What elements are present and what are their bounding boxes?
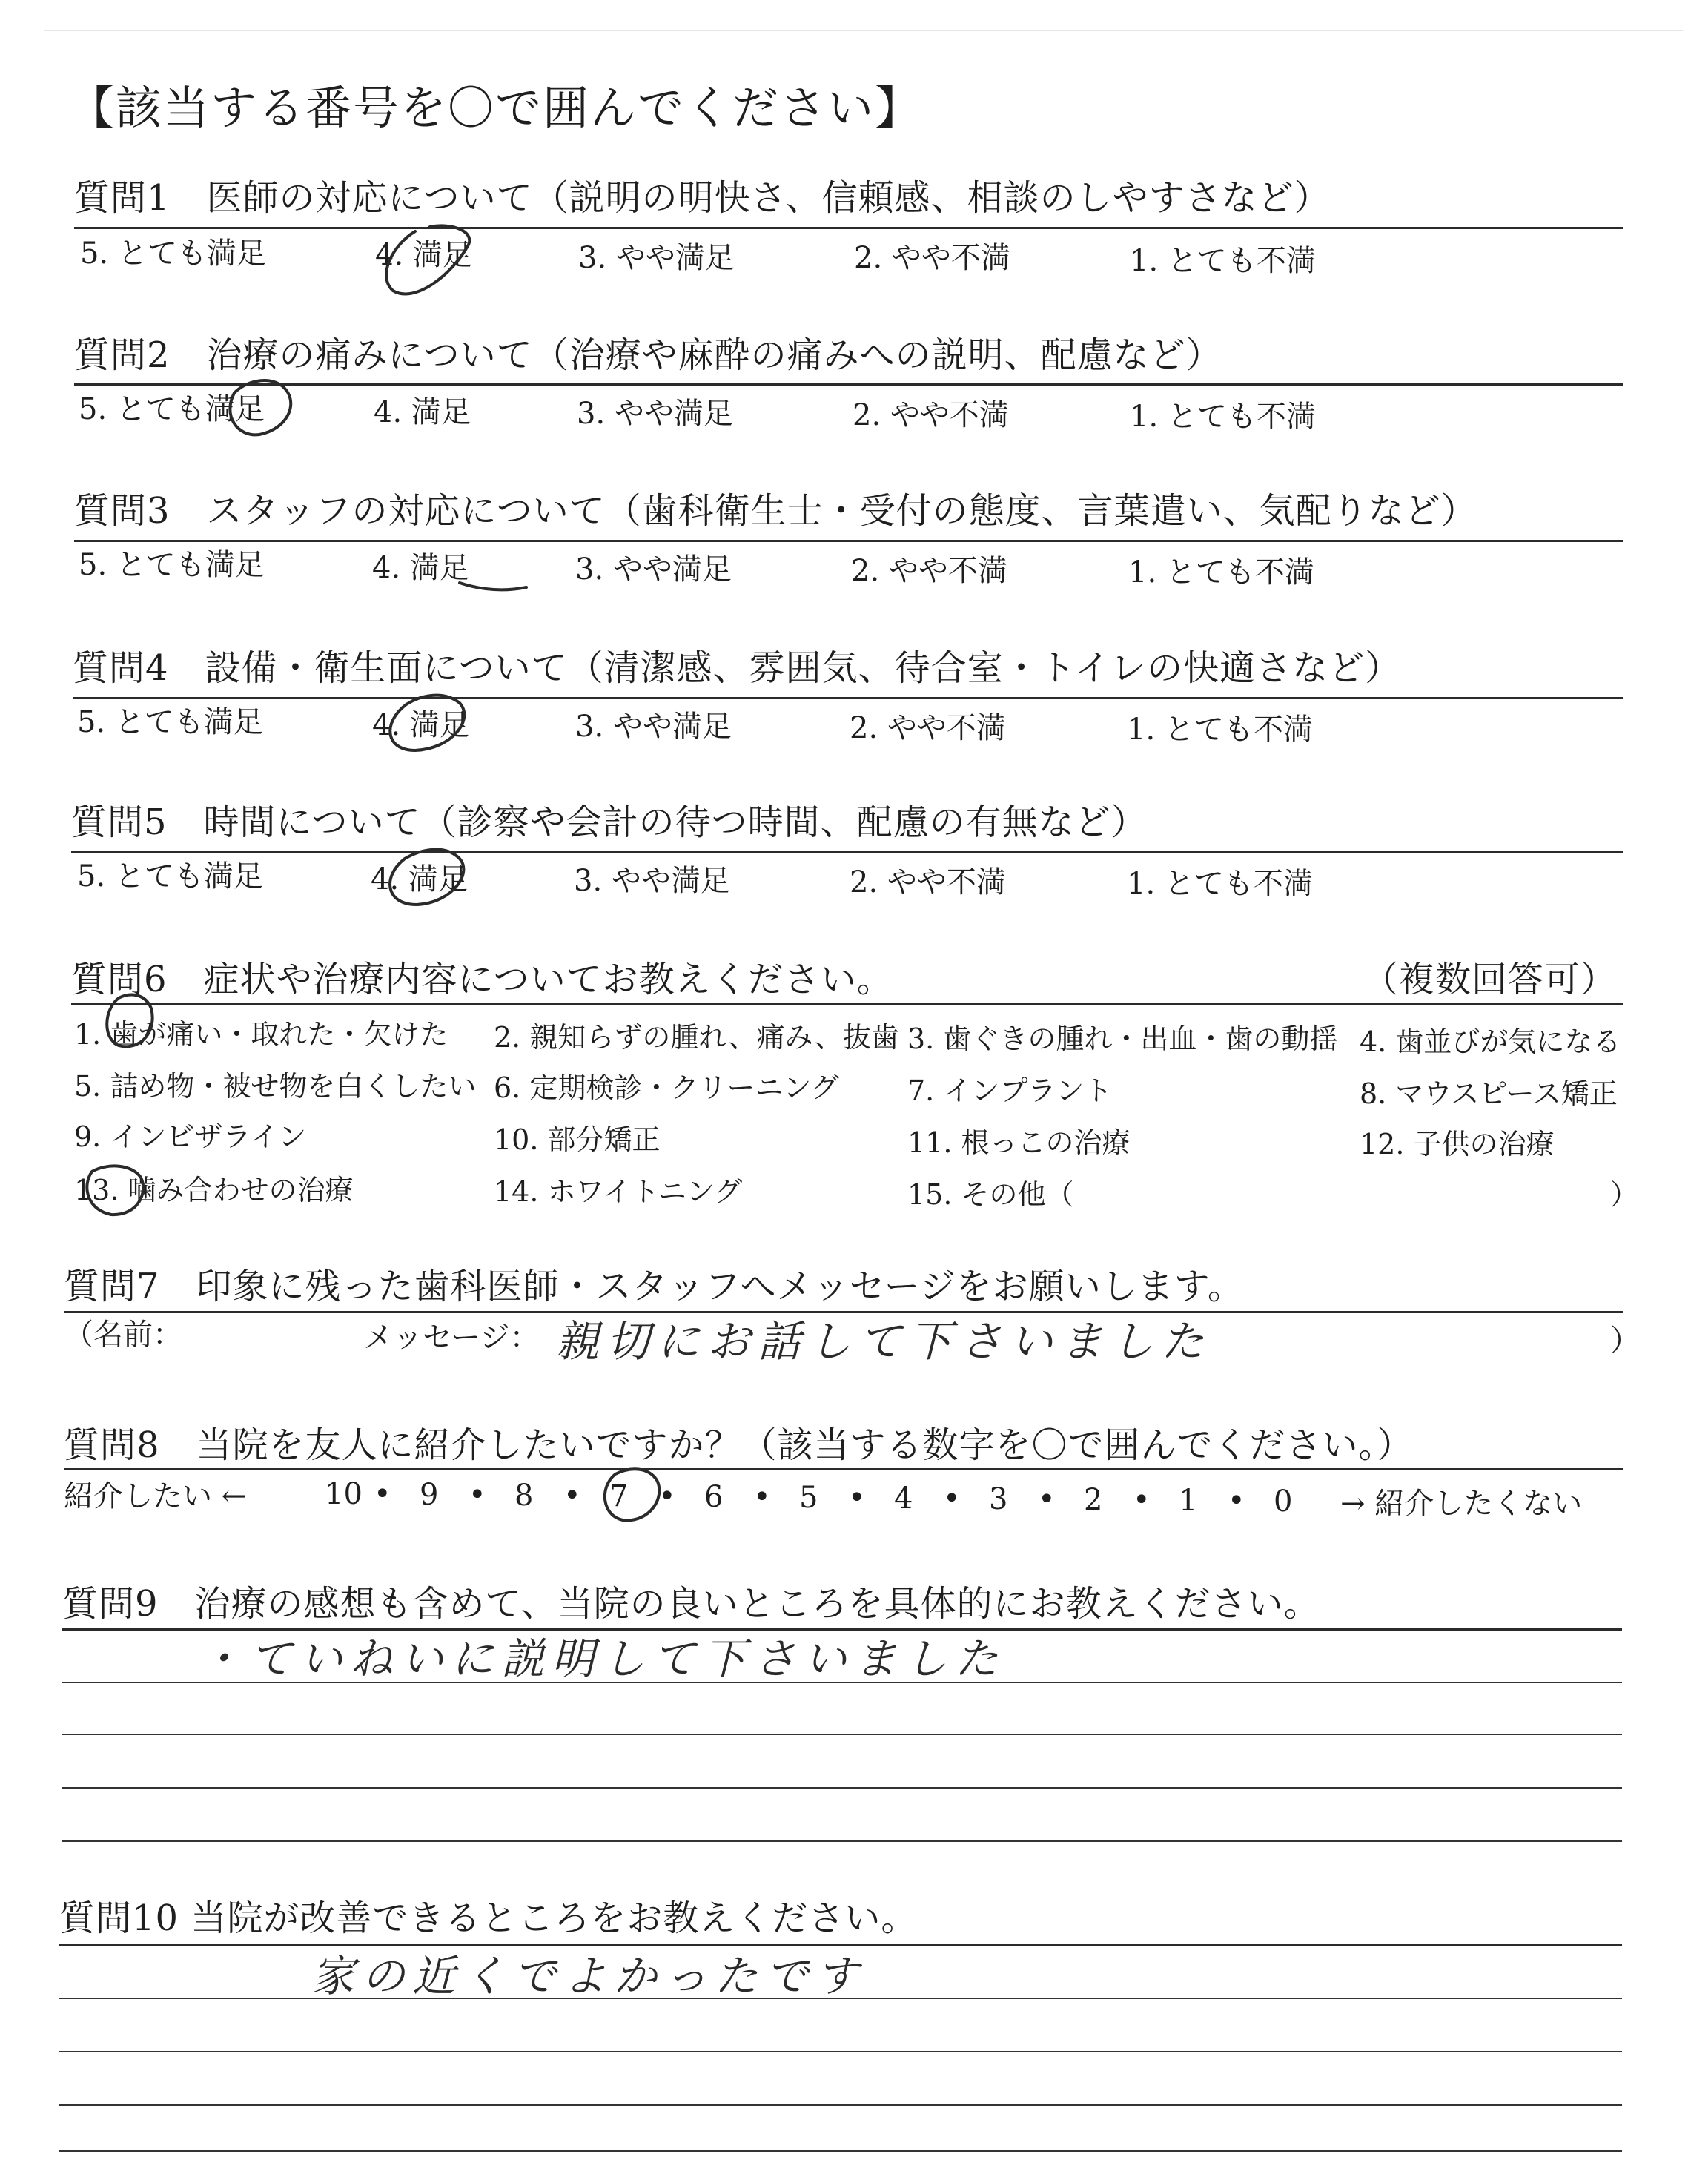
scan-edge (44, 30, 1683, 31)
q6-option-8[interactable]: 8. マウスピース矯正 (1360, 1077, 1618, 1110)
q8-scale-separator: • (469, 1478, 486, 1512)
q2-option-2[interactable]: 2. やや不満 (853, 398, 1009, 432)
q6-option-2[interactable]: 2. 親知らずの腫れ、痛み、抜歯 (494, 1021, 899, 1054)
q8-scale-separator: • (753, 1480, 771, 1514)
q4-option-5[interactable]: 5. とても満足 (77, 705, 263, 739)
q6-option-10[interactable]: 10. 部分矯正 (494, 1123, 661, 1156)
question-6-note: （複数回答可） (1363, 959, 1618, 1000)
q2-option-3[interactable]: 3. やや満足 (577, 397, 733, 431)
q9-line-3 (62, 1787, 1622, 1789)
q8-scale-3[interactable]: 3 (989, 1482, 1008, 1516)
q4-option-2[interactable]: 2. やや不満 (850, 711, 1006, 745)
question-4-rule (73, 697, 1623, 699)
q9-line-4 (62, 1840, 1622, 1842)
q8-scale-7[interactable]: 7 (609, 1479, 629, 1513)
q3-dash-mark (460, 583, 526, 589)
question-3-title: 質問3 スタッフの対応について（歯科衛生士・受付の態度、言葉遣い、気配りなど） (74, 490, 1477, 532)
q7-message-label: メッセージ： (363, 1321, 540, 1355)
q7-message-handwritten[interactable]: 親切にお話して下さいました (556, 1316, 1212, 1367)
q4-option-4[interactable]: 4. 満足 (372, 708, 469, 742)
q10-line-4 (59, 2150, 1622, 2152)
q8-scale-5[interactable]: 5 (799, 1481, 818, 1515)
q8-scale-4[interactable]: 4 (894, 1482, 913, 1516)
q6-option-15-close: ） (1610, 1178, 1639, 1211)
q8-scale-1[interactable]: 1 (1179, 1484, 1198, 1518)
q8-scale-separator: • (1038, 1482, 1056, 1516)
q8-scale-separator: • (1228, 1484, 1245, 1518)
question-8-rule (64, 1468, 1623, 1470)
q8-scale-separator: • (658, 1479, 676, 1513)
q5-option-2[interactable]: 2. やや不満 (850, 865, 1006, 899)
q8-scale-separator: • (943, 1482, 961, 1516)
q1-option-5[interactable]: 5. とても満足 (80, 237, 266, 271)
q6-option-12[interactable]: 12. 子供の治療 (1360, 1128, 1555, 1160)
q1-option-2[interactable]: 2. やや不満 (854, 241, 1010, 275)
q3-option-1[interactable]: 1. とても不満 (1128, 555, 1314, 589)
page-title: 【該当する番号を〇で囲んでください】 (68, 81, 923, 135)
question-9-title: 質問9 治療の感想も含めて、当院の良いところを具体的にお教えください。 (62, 1583, 1320, 1625)
q4-option-1[interactable]: 1. とても不満 (1127, 713, 1313, 747)
q8-scale-separator: • (1133, 1483, 1151, 1517)
q3-option-5[interactable]: 5. とても満足 (79, 548, 265, 582)
q7-name-label: （名前： (64, 1318, 182, 1352)
q8-scale-separator: • (848, 1481, 866, 1515)
question-1-rule (74, 227, 1623, 229)
question-1-title: 質問1 医師の対応について（説明の明快さ、信頼感、相談のしやすさなど） (74, 177, 1331, 219)
q10-answer-handwritten[interactable]: 家の近くでよかったです (311, 1951, 867, 2001)
q8-scale-separator: • (374, 1477, 391, 1511)
q6-option-6[interactable]: 6. 定期検診・クリーニング (494, 1071, 839, 1104)
question-3-rule (74, 540, 1623, 542)
q9-answer-handwritten[interactable]: ・ていねいに説明して下さいました (199, 1634, 1006, 1684)
q6-option-3[interactable]: 3. 歯ぐきの腫れ・出血・歯の動揺 (907, 1023, 1338, 1055)
q6-option-5[interactable]: 5. 詰め物・被せ物を白くしたい (74, 1070, 477, 1103)
q8-right-label: → 紹介したくない (1340, 1487, 1583, 1521)
q8-scale-separator: • (563, 1479, 581, 1513)
q6-option-1[interactable]: 1. 歯が痛い・取れた・欠けた (74, 1018, 448, 1051)
q8-scale-0[interactable]: 0 (1274, 1484, 1293, 1519)
question-4-title: 質問4 設備・衛生面について（清潔感、雰囲気、待合室・トイレの快適さなど） (73, 647, 1402, 689)
question-8-title: 質問8 当院を友人に紹介したいですか？（該当する数字を〇で囲んでください。） (64, 1424, 1414, 1466)
q4-option-3[interactable]: 3. やや満足 (575, 710, 732, 744)
question-5-title: 質問5 時間について（診察や会計の待つ時間、配慮の有無など） (71, 802, 1148, 843)
q8-left-label: 紹介したい ← (64, 1479, 247, 1513)
question-2-title: 質問2 治療の痛みについて（治療や麻酔の痛みへの説明、配慮など） (74, 334, 1222, 376)
question-2-rule (74, 383, 1623, 386)
question-6-rule (71, 1003, 1623, 1005)
question-10-title: 質問10 当院が改善できるところをお教えください。 (59, 1898, 918, 1939)
q6-option-13[interactable]: 13. 噛み合わせの治療 (74, 1174, 354, 1206)
q2-option-1[interactable]: 1. とても不満 (1130, 400, 1316, 434)
q5-option-3[interactable]: 3. やや満足 (574, 864, 730, 898)
q6-option-9[interactable]: 9. インビザライン (74, 1120, 307, 1153)
q8-scale-9[interactable]: 9 (420, 1478, 439, 1512)
q6-option-7[interactable]: 7. インプラント (907, 1074, 1113, 1107)
q8-scale-6[interactable]: 6 (704, 1480, 724, 1514)
q7-close-paren: ） (1610, 1324, 1640, 1358)
q6-option-11[interactable]: 11. 根っこの治療 (907, 1126, 1131, 1159)
question-7-title: 質問7 印象に残った歯科医師・スタッフへメッセージをお願いします。 (64, 1266, 1244, 1307)
q5-option-5[interactable]: 5. とても満足 (77, 859, 263, 894)
q2-option-4[interactable]: 4. 満足 (374, 395, 471, 429)
q6-option-4[interactable]: 4. 歯並びが気になる (1360, 1025, 1621, 1058)
q5-option-4[interactable]: 4. 満足 (371, 862, 468, 896)
q10-line-2 (59, 2051, 1622, 2052)
q3-option-3[interactable]: 3. やや満足 (575, 552, 732, 587)
q1-option-1[interactable]: 1. とても不満 (1130, 244, 1316, 278)
q8-scale-8[interactable]: 8 (514, 1479, 534, 1513)
q3-option-4[interactable]: 4. 満足 (372, 551, 469, 585)
q3-option-2[interactable]: 2. やや不満 (851, 554, 1007, 588)
q1-option-4[interactable]: 4. 満足 (375, 238, 472, 272)
question-6-title: 質問6 症状や治療内容についてお教えください。 (71, 959, 893, 1000)
q8-scale-10[interactable]: 10 (325, 1477, 363, 1511)
q8-scale-2[interactable]: 2 (1084, 1483, 1103, 1517)
q6-option-15[interactable]: 15. その他（ (907, 1178, 1074, 1211)
q1-option-3[interactable]: 3. やや満足 (578, 241, 735, 275)
q2-option-5[interactable]: 5. とても満足 (79, 392, 265, 426)
q5-option-1[interactable]: 1. とても不満 (1127, 867, 1313, 901)
question-5-rule (71, 851, 1623, 853)
q10-line-3 (59, 2104, 1622, 2106)
q6-option-14[interactable]: 14. ホワイトニング (494, 1175, 743, 1208)
q9-line-2 (62, 1734, 1622, 1735)
